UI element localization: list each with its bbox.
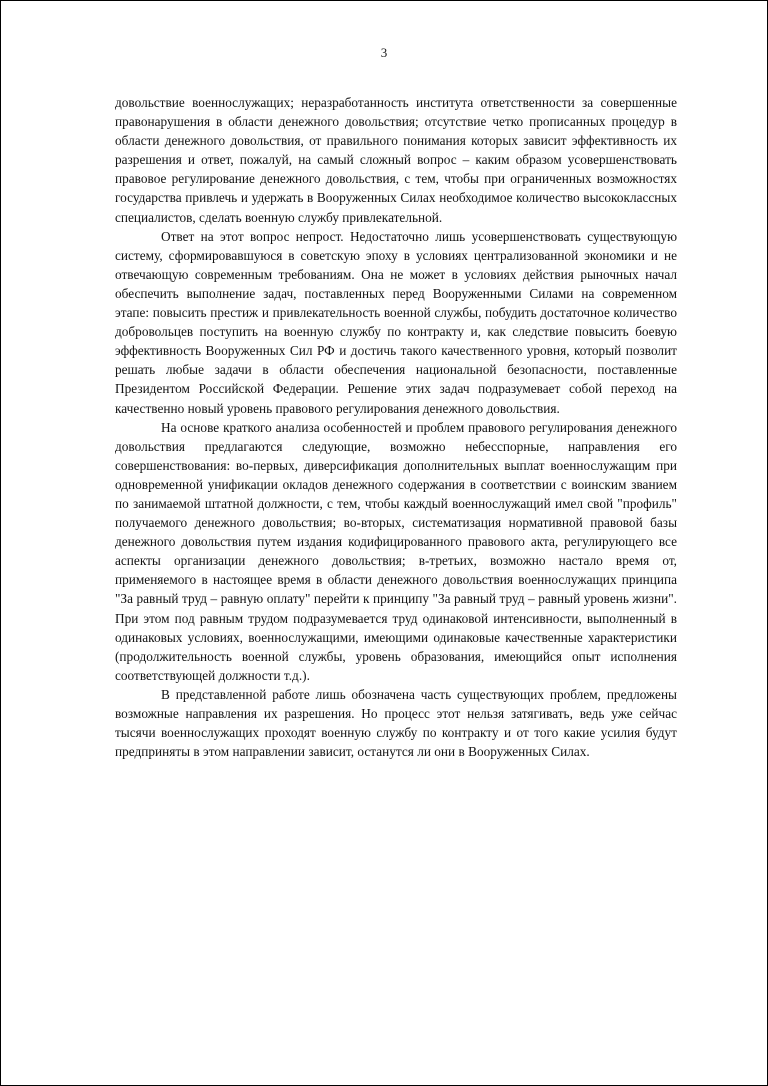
document-body bbox=[115, 93, 677, 761]
paragraph: В представленной работе лишь обозначена часть существующих проблем, предложены возможные направления их разрешения. Но процесс этот нельзя затягивать, ведь уже сейчас тысячи военнослужащих проходят военную службу по контракту и от того какие усилия будут предприняты в этом направлении зависит, останутся ли они в Вооруженных Силах. bbox=[115, 686, 677, 760]
paragraph: Ответ на этот вопрос непрост. Недостаточно лишь усовершенствовать существующую систему, сформировавшуюся в советскую эпоху в условиях централизованной экономики и не отвечающую современным требованиям. Она не может в условиях действия рыночных начал обеспечить выполнение задач, поставленных перед Вооруженными Силами на современном этапе: повысить престиж и привлекательность военной службы, побудить достаточное количество добровольцев поступить на военную службу по контракту и, как следствие повысить боевую эффективность Вооруженных Сил РФ и достичь такого качественного уровня, который позволит решать любые задачи в области обеспечения национальной безопасности, поставленные Президентом Российской Федерации. Решение этих задач подразумевает собой переход на качественно новый уровень правового регулирования денежного довольствия. bbox=[115, 228, 677, 416]
paragraph: На основе краткого анализа особенностей и проблем правового регулирования денежного довольствия предлагаются следующие, возможно небесспорные, направления его совершенствования: во-первых, диверсификация дополнительных выплат военнослужащим при одновременной унификации окладов денежного содержания в соответствии с воинским званием по занимаемой штатной должности, с тем, чтобы каждый военнослужащий имел свой "профиль" получаемого денежного довольствия; во-вторых, систематизация нормативной правовой базы денежного довольствия путем издания кодифицированного правового акта, регулирующего все аспекты организации денежного довольствия; в-третьих, возможно настало время от, применяемого в настоящее время в области денежного довольствия военнослужащих принципа "За равный труд – равную оплату" перейти к принципу "За равный труд – равный уровень жизни". При этом под равным трудом подразумевается труд одинаковой интенсивности, выполненный в одинаковых условиях, военнослужащими, имеющими одинаковые качественные характеристики (продолжительность военной службы, уровень образования, имеющийся опыт исполнения соответствующей должности т.д.). bbox=[115, 419, 677, 683]
page-number: 3 bbox=[380, 45, 388, 60]
paragraph: довольствие военнослужащих; неразработанность института ответственности за совершенные правонарушения в области денежного довольствия; отсутствие четко прописанных процедур в области денежного довольствия, от правильного понимания которых зависит эффективность их разрешения и ответ, пожалуй, на самый сложный вопрос – каким образом усовершенствовать правовое регулирование денежного довольствия, с тем, чтобы при ограниченных возможностях государства привлечь и удержать в Вооруженных Силах необходимое количество высококлассных специалистов, сделать военную службу привлекательной. bbox=[115, 95, 677, 225]
